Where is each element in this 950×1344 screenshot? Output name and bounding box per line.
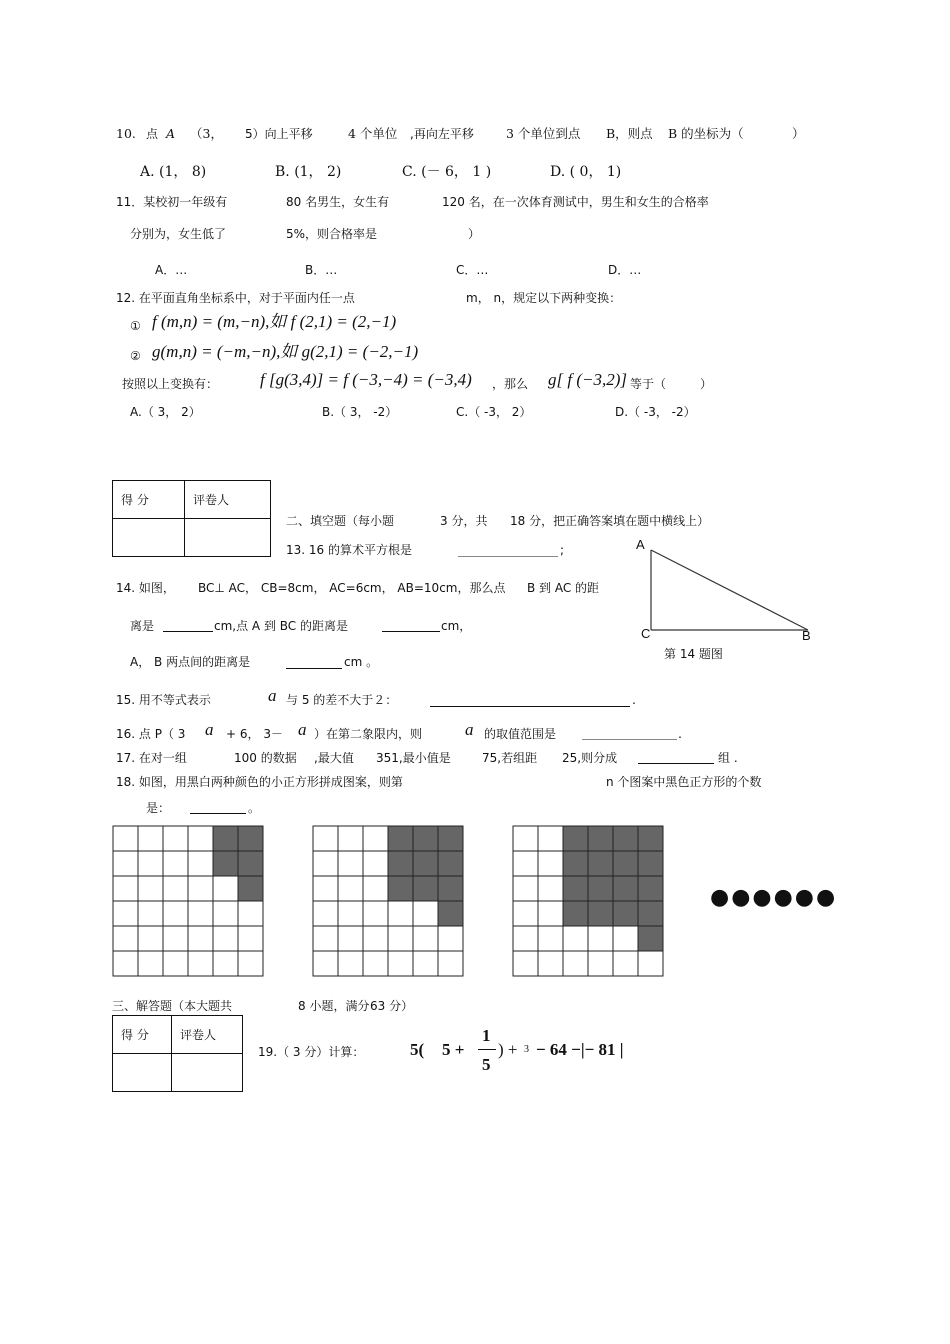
q12-example: ，那么 <box>492 377 529 391</box>
q19-cube-root-index: 3 <box>524 1044 529 1055</box>
black-square <box>638 901 663 926</box>
score-header: 得 分 <box>113 481 185 519</box>
black-square <box>563 876 588 901</box>
q16-text: ）在第二象限内，则 <box>314 727 423 741</box>
q10-option-b: B. (1， 2) <box>275 164 342 180</box>
white-square <box>213 901 238 926</box>
q11-line1: 80 名男生，女生有 <box>286 195 390 209</box>
white-square <box>638 951 663 976</box>
white-square <box>363 826 388 851</box>
q11-option-c: C．… <box>456 263 489 277</box>
white-square <box>588 951 613 976</box>
pattern-figure-1 <box>112 825 264 977</box>
black-square <box>238 851 263 876</box>
white-square <box>338 826 363 851</box>
q14-triangle-figure <box>630 536 830 666</box>
q12-example-formula: f [g(3,4)] = f (−3,−4) = (−3,4) <box>260 370 472 389</box>
white-square <box>238 901 263 926</box>
white-square <box>138 826 163 851</box>
q12-rule2: g(m,n) = (−m,−n),如 g(2,1) = (−2,−1) <box>152 342 419 361</box>
q18-answer-blank[interactable] <box>190 813 246 814</box>
score-table <box>112 1015 243 1092</box>
white-square <box>188 901 213 926</box>
black-square <box>638 851 663 876</box>
black-square <box>588 826 613 851</box>
white-square <box>113 951 138 976</box>
white-square <box>138 876 163 901</box>
black-square <box>388 851 413 876</box>
white-square <box>213 951 238 976</box>
white-square <box>563 951 588 976</box>
white-square <box>313 901 338 926</box>
white-square <box>238 926 263 951</box>
white-square <box>338 951 363 976</box>
white-square <box>138 851 163 876</box>
white-square <box>113 926 138 951</box>
q19-fraction-numerator: 1 <box>482 1026 491 1045</box>
q14-line1: BC⊥ AC， CB=8cm， AC=6cm， AB=10cm，那么点 <box>198 581 506 595</box>
q14-line3: cm 。 <box>344 655 379 669</box>
black-square <box>388 826 413 851</box>
white-square <box>363 926 388 951</box>
q12-rule2-marker: ② <box>130 349 141 363</box>
white-square <box>538 826 563 851</box>
white-square <box>513 851 538 876</box>
part2-intro: 二、填空题（每小题 <box>286 514 395 528</box>
q17-end: 组 . <box>718 751 738 765</box>
q10-text: ） <box>792 126 805 141</box>
black-square <box>638 826 663 851</box>
part3-intro: 63 分） <box>370 999 414 1013</box>
q12-option-c: C.（ -3， 2） <box>456 405 532 419</box>
white-square <box>413 901 438 926</box>
q13-end: ; <box>560 543 565 557</box>
grader-header: 评卷人 <box>185 481 271 519</box>
q11-line1: 11．某校初一年级有 <box>116 195 228 209</box>
black-square <box>613 901 638 926</box>
q10-text: 5）向上平移 <box>245 127 313 141</box>
q12-option-a: A.（ 3， 2） <box>130 405 201 419</box>
white-square <box>388 901 413 926</box>
q11-line2: 分别为，女生低了 <box>130 227 227 241</box>
black-square <box>588 851 613 876</box>
black-square <box>588 876 613 901</box>
score-table <box>112 480 271 557</box>
q19-label: 19.（ 3 分）计算： <box>258 1045 365 1059</box>
black-square <box>238 876 263 901</box>
q14-line2: cm,点 A 到 BC 的距离是 <box>214 619 348 633</box>
black-square <box>613 851 638 876</box>
score-cell[interactable] <box>113 519 185 557</box>
q10-option-d: D. ( 0， 1) <box>550 164 622 180</box>
black-square <box>438 826 463 851</box>
q10-option-a: A. (1， 8) <box>140 164 207 180</box>
white-square <box>213 876 238 901</box>
q15-end: . <box>632 692 636 707</box>
q11-line2: 5%，则合格率是 <box>286 227 378 241</box>
q12-option-d: D.（ -3， -2） <box>615 405 696 419</box>
q17-text: 351,最小值是 <box>376 751 451 765</box>
white-square <box>413 951 438 976</box>
white-square <box>363 901 388 926</box>
black-square <box>438 901 463 926</box>
q12-example: 等于（ <box>630 377 667 391</box>
white-square <box>138 901 163 926</box>
q14-answer-blank-2[interactable] <box>382 631 440 632</box>
black-square <box>563 901 588 926</box>
q19-expression: 5 + <box>442 1040 465 1059</box>
q10-text: 点 <box>146 127 159 141</box>
white-square <box>613 926 638 951</box>
white-square <box>313 876 338 901</box>
white-square <box>513 926 538 951</box>
white-square <box>438 951 463 976</box>
vertex-label-c: C <box>641 626 651 641</box>
score-header: 得 分 <box>113 1016 172 1054</box>
white-square <box>188 926 213 951</box>
q14-line1: B 到 AC 的距 <box>527 581 600 595</box>
q15-text: 15. 用不等式表示 <box>116 693 211 707</box>
part2-intro: 3 分，共 <box>440 514 488 528</box>
white-square <box>138 926 163 951</box>
black-square <box>638 876 663 901</box>
q16-variable: a <box>298 720 307 739</box>
q10-number: 10. <box>116 126 136 141</box>
q14-line1: 14. 如图， <box>116 581 175 595</box>
part3-intro: 8 小题，满分 <box>298 999 370 1013</box>
q13-text: 13. 16 的算术平方根是 <box>286 543 412 557</box>
black-square <box>613 826 638 851</box>
white-square <box>163 851 188 876</box>
q12-rule1-marker: ① <box>130 319 141 333</box>
white-square <box>113 876 138 901</box>
white-square <box>338 901 363 926</box>
q10-text: 4 个单位 <box>348 126 398 141</box>
black-square <box>413 876 438 901</box>
q17-text: 17. 在对一组 <box>116 751 187 765</box>
white-square <box>113 826 138 851</box>
triangle-side-ab <box>651 550 808 630</box>
black-square <box>638 926 663 951</box>
white-square <box>513 826 538 851</box>
q10-option-c: C. (－ 6， 1 ) <box>402 164 492 180</box>
q12-intro: m， n，规定以下两种变换： <box>466 291 622 305</box>
white-square <box>338 876 363 901</box>
q16-text: 的取值范围是 <box>484 727 557 741</box>
black-square <box>238 826 263 851</box>
part2-intro: 18 分，把正确答案填在题中横线上） <box>510 514 710 528</box>
q14-line2: 离是 <box>130 619 155 633</box>
white-square <box>188 876 213 901</box>
white-square <box>388 926 413 951</box>
q12-intro: 12. 在平面直角坐标系中，对于平面内任一点 <box>116 291 355 305</box>
white-square <box>313 826 338 851</box>
pattern-figure-2 <box>312 825 464 977</box>
white-square <box>113 901 138 926</box>
q15-answer-blank[interactable] <box>430 706 630 707</box>
q14-figure-caption: 第 14 题图 <box>664 647 723 661</box>
q17-text: 100 的数据 <box>234 751 297 765</box>
black-square <box>563 826 588 851</box>
white-square <box>588 926 613 951</box>
white-square <box>163 876 188 901</box>
q16-text: + 6， 3－ <box>226 727 283 741</box>
white-square <box>313 951 338 976</box>
grader-cell[interactable] <box>172 1054 243 1092</box>
white-square <box>338 851 363 876</box>
black-square <box>438 851 463 876</box>
q12-example: 按照以上变换有： <box>122 377 219 391</box>
white-square <box>313 851 338 876</box>
white-square <box>538 851 563 876</box>
q19-fraction-bar <box>478 1049 496 1050</box>
black-square <box>613 876 638 901</box>
q12-example-formula: g[ f (−3,2)] <box>548 370 627 389</box>
q11-option-d: D．… <box>608 263 642 277</box>
white-square <box>163 926 188 951</box>
white-square <box>363 851 388 876</box>
q10-text: ,再向左平移 <box>410 127 474 141</box>
black-square <box>213 826 238 851</box>
black-square <box>213 851 238 876</box>
q13-answer-blank[interactable] <box>458 556 558 557</box>
q17-text: 75,若组距 <box>482 751 538 765</box>
q10-text: （3， <box>190 126 223 141</box>
q15-text: 与 5 的差不大于２： <box>286 693 398 707</box>
vertex-label-a: A <box>636 537 645 552</box>
q15-variable: a <box>268 686 277 705</box>
white-square <box>413 926 438 951</box>
white-square <box>163 826 188 851</box>
white-square <box>513 901 538 926</box>
continuation-dots: ●●●●●● <box>710 885 838 910</box>
q14-answer-blank-3[interactable] <box>286 668 342 669</box>
vertex-label-b: B <box>802 628 811 643</box>
grader-cell[interactable] <box>185 519 271 557</box>
white-square <box>138 951 163 976</box>
white-square <box>363 951 388 976</box>
q17-text: ,最大值 <box>314 751 354 765</box>
q18-line2: 是： <box>146 801 171 815</box>
white-square <box>538 951 563 976</box>
white-square <box>513 951 538 976</box>
white-square <box>563 926 588 951</box>
black-square <box>413 826 438 851</box>
white-square <box>363 876 388 901</box>
q14-line2: cm， <box>441 619 472 633</box>
white-square <box>313 926 338 951</box>
black-square <box>588 901 613 926</box>
q11-option-b: B．… <box>305 263 338 277</box>
white-square <box>113 851 138 876</box>
q17-answer-blank[interactable] <box>638 763 714 764</box>
white-square <box>538 926 563 951</box>
q19-expression: 5( <box>410 1040 425 1059</box>
q14-line3: A， B 两点间的距离是 <box>130 655 251 669</box>
white-square <box>338 926 363 951</box>
q16-variable: a <box>465 720 474 739</box>
q11-line2: ） <box>468 227 481 241</box>
white-square <box>438 926 463 951</box>
q18-line1: 18. 如图，用黑白两种颜色的小正方形拼成图案，则第 <box>116 775 403 789</box>
black-square <box>413 851 438 876</box>
q18-line2: 。 <box>248 801 261 815</box>
q19-fraction-denominator: 5 <box>482 1055 491 1074</box>
white-square <box>188 851 213 876</box>
q10-text: B，则点 <box>606 126 653 141</box>
white-square <box>163 951 188 976</box>
white-square <box>213 926 238 951</box>
pattern-figure-3 <box>512 825 664 977</box>
q10-text: A <box>166 126 176 141</box>
q10-text: B 的坐标为（ <box>668 126 744 141</box>
q10-text: 3 个单位到点 <box>506 126 581 141</box>
white-square <box>188 951 213 976</box>
score-cell[interactable] <box>113 1054 172 1092</box>
white-square <box>238 951 263 976</box>
q19-expression: − 64 −|− 81 | <box>536 1040 624 1059</box>
black-square <box>388 876 413 901</box>
black-square <box>438 876 463 901</box>
part3-intro: 三、解答题（本大题共 <box>112 999 233 1013</box>
q12-option-b: B.（ 3， -2） <box>322 405 398 419</box>
white-square <box>388 951 413 976</box>
q18-line1: n 个图案中黑色正方形的个数 <box>606 775 762 789</box>
white-square <box>163 901 188 926</box>
q12-rule1: f (m,n) = (m,−n),如 f (2,1) = (2,−1) <box>152 312 397 331</box>
q19-expression: ) + <box>498 1040 518 1059</box>
q11-line1: 120 名，在一次体育测试中，男生和女生的合格率 <box>442 195 709 209</box>
white-square <box>538 901 563 926</box>
q11-option-a: A．… <box>155 263 188 277</box>
q16-end: . <box>678 726 682 741</box>
white-square <box>613 951 638 976</box>
black-square <box>563 851 588 876</box>
white-square <box>538 876 563 901</box>
q17-text: 25,则分成 <box>562 751 618 765</box>
white-square <box>513 876 538 901</box>
q16-text: 16. 点 P（ 3 <box>116 727 186 741</box>
q12-example: ） <box>700 377 713 391</box>
q16-answer-blank[interactable] <box>582 739 677 740</box>
grader-header: 评卷人 <box>172 1016 243 1054</box>
q14-answer-blank-1[interactable] <box>163 631 213 632</box>
q16-variable: a <box>205 720 214 739</box>
white-square <box>188 826 213 851</box>
